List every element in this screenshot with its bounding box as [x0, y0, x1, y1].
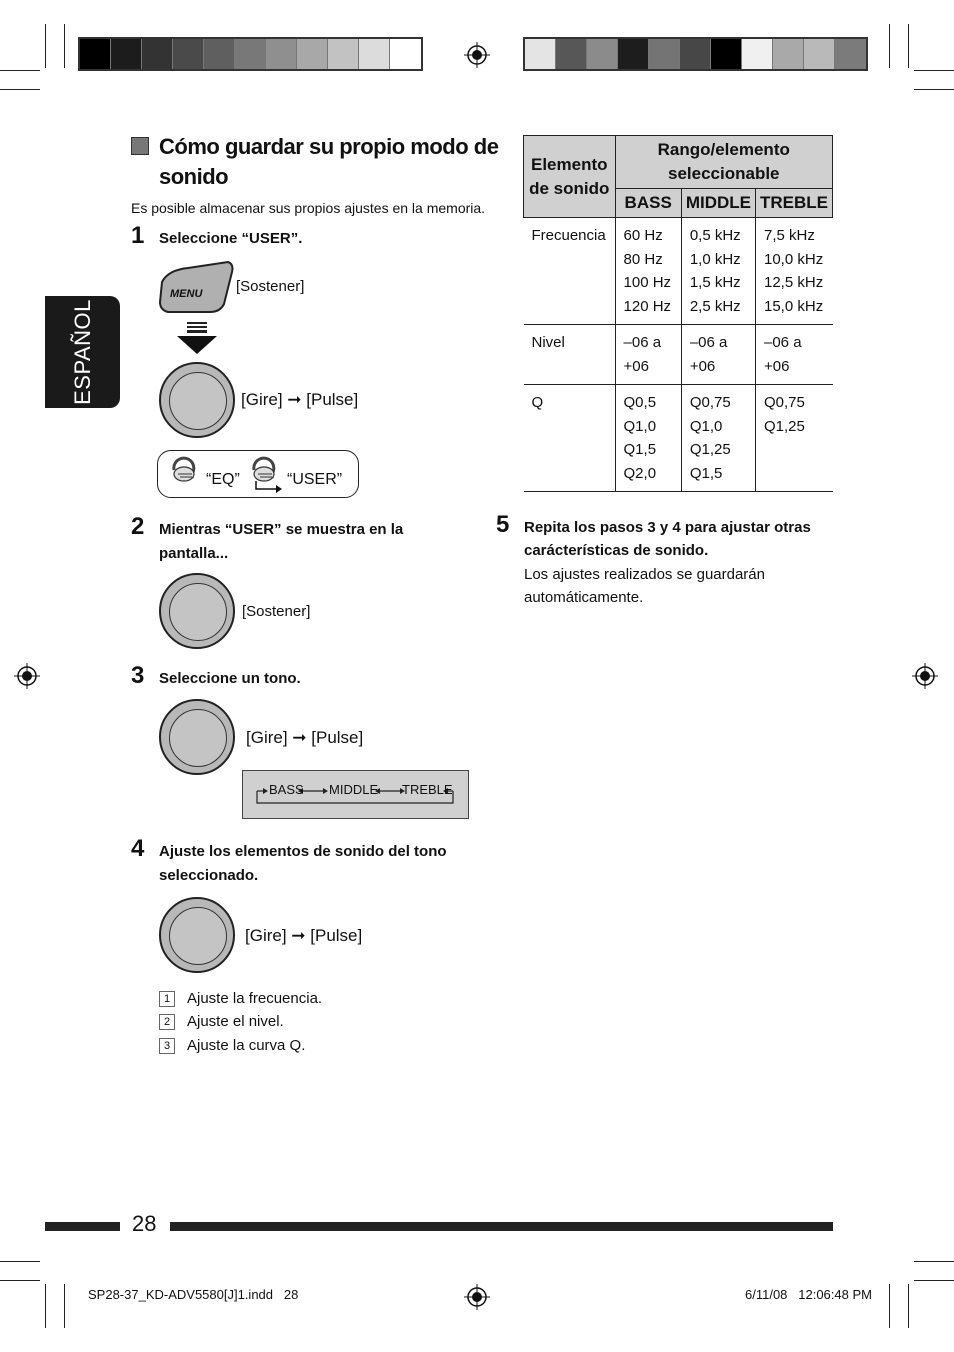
rotate-hand-icon	[168, 456, 204, 486]
crop-mark	[64, 24, 65, 68]
color-swatch	[204, 39, 235, 69]
page-bar-right	[170, 1222, 833, 1231]
eq-label: “EQ”	[206, 471, 240, 488]
crop-mark	[889, 1284, 890, 1328]
crop-mark	[908, 1284, 909, 1328]
color-swatch	[773, 39, 804, 69]
cell-treble: –06 a +06	[756, 325, 833, 385]
step-3-text: Seleccione un tono.	[159, 670, 301, 687]
menu-button-icon[interactable]	[158, 260, 234, 314]
row-label: Nivel	[524, 325, 616, 385]
control-dial[interactable]	[159, 362, 235, 438]
user-label: “USER”	[287, 471, 343, 488]
step-number: 2	[131, 513, 145, 540]
tone-cycle-display	[242, 770, 469, 819]
control-dial[interactable]	[159, 897, 235, 973]
step-4-text: Ajuste los elementos de sonido del tono seleccionado.	[159, 843, 447, 884]
crop-mark	[914, 89, 954, 90]
color-swatch	[649, 39, 680, 69]
crop-mark	[0, 70, 40, 71]
control-dial[interactable]	[159, 699, 235, 775]
color-swatch	[111, 39, 142, 69]
color-swatch	[235, 39, 266, 69]
table-row	[524, 218, 833, 325]
step-5-text: Repita los pasos 3 y 4 para ajustar otras carácterísticas de sonido.	[524, 519, 811, 559]
row-label: Q	[524, 385, 616, 492]
cycle-item-bass: BASS	[269, 782, 304, 797]
crop-mark	[889, 24, 890, 68]
hold-label: [Sostener]	[242, 603, 311, 620]
page-bar-left	[45, 1222, 120, 1231]
color-swatch	[359, 39, 390, 69]
color-swatch	[266, 39, 297, 69]
footer-date: 6/11/08 12:06:48 PM	[745, 1287, 872, 1302]
cell-bass: Q0,5 Q1,0 Q1,5 Q2,0	[615, 385, 681, 492]
language-tab-label: ESPAÑOL	[69, 299, 95, 405]
substep-item: 2 Ajuste el nivel.	[159, 1010, 284, 1033]
color-swatch	[835, 39, 866, 69]
cell-bass: –06 a +06	[615, 325, 681, 385]
cell-treble: Q0,75 Q1,25	[756, 385, 833, 492]
color-swatch	[297, 39, 328, 69]
step-number: 1	[131, 222, 145, 249]
table-row	[524, 325, 833, 385]
cell-middle: 0,5 kHz 1,0 kHz 1,5 kHz 2,5 kHz	[681, 218, 755, 325]
arrow-right-icon	[254, 481, 284, 493]
registration-mark-icon	[912, 663, 938, 689]
table-row	[524, 385, 833, 492]
step-number: 4	[131, 835, 145, 862]
turn-press-label: [Gire] ➞ [Pulse]	[246, 728, 364, 747]
color-swatch	[80, 39, 111, 69]
crop-mark	[64, 1284, 65, 1328]
page-number: 28	[132, 1211, 157, 1236]
color-swatch	[711, 39, 742, 69]
step-5-body: Los ajustes realizados se guardarán automáticamente.	[524, 566, 765, 606]
turn-press-label: [Gire] ➞ [Pulse]	[245, 926, 363, 945]
color-swatch	[804, 39, 835, 69]
color-swatch	[142, 39, 173, 69]
cell-middle: –06 a +06	[681, 325, 755, 385]
color-swatch	[618, 39, 649, 69]
svg-text:MENU: MENU	[170, 288, 203, 300]
crop-mark	[914, 70, 954, 71]
table-header-bass: BASS	[615, 189, 681, 218]
control-dial[interactable]	[159, 573, 235, 649]
substep-item: 1 Ajuste la frecuencia.	[159, 987, 322, 1010]
color-swatch	[525, 39, 556, 69]
cell-treble: 7,5 kHz 10,0 kHz 12,5 kHz 15,0 kHz	[756, 218, 833, 325]
footer-file: SP28-37_KD-ADV5580[J]1.indd 28	[88, 1287, 299, 1302]
color-swatch	[680, 39, 711, 69]
registration-mark-icon	[14, 663, 40, 689]
crop-mark	[0, 89, 40, 90]
table-header-element: Elemento de sonido	[524, 136, 616, 218]
section-bullet-icon	[131, 137, 149, 155]
table-header-treble: TREBLE	[756, 189, 833, 218]
sound-settings-table	[523, 135, 833, 492]
registration-mark-icon	[464, 42, 490, 68]
crop-mark	[908, 24, 909, 68]
step-number: 5	[496, 511, 510, 538]
hold-label: [Sostener]	[236, 278, 305, 295]
color-swatch	[173, 39, 204, 69]
cycle-item-treble: TREBLE	[402, 782, 453, 797]
cell-bass: 60 Hz 80 Hz 100 Hz 120 Hz	[615, 218, 681, 325]
substep-item: 3 Ajuste la curva Q.	[159, 1034, 305, 1057]
table-header-range: Rango/elemento seleccionable	[615, 136, 832, 189]
color-swatch	[556, 39, 587, 69]
color-swatch	[328, 39, 359, 69]
down-arrow-icon	[177, 322, 217, 354]
cycle-item-middle: MIDDLE	[329, 782, 379, 797]
crop-mark	[45, 1284, 46, 1328]
color-swatch	[390, 39, 421, 69]
color-bar-right	[523, 37, 868, 71]
step-number: 3	[131, 662, 145, 689]
color-swatch	[742, 39, 773, 69]
section-intro: Es posible almacenar sus propios ajustes en la memoria.	[131, 200, 486, 216]
step-1-text: Seleccione “USER”.	[159, 230, 303, 247]
turn-press-label: [Gire] ➞ [Pulse]	[241, 390, 359, 409]
color-swatch	[587, 39, 618, 69]
crop-mark	[914, 1261, 954, 1262]
registration-mark-icon	[464, 1284, 490, 1310]
crop-mark	[0, 1280, 40, 1281]
color-bar-left	[78, 37, 423, 71]
language-tab	[45, 296, 120, 408]
crop-mark	[45, 24, 46, 68]
crop-mark	[0, 1261, 40, 1262]
crop-mark	[914, 1280, 954, 1281]
step-2-text: Mientras “USER” se muestra en la pantalla...	[159, 521, 404, 562]
section-title: Cómo guardar su propio modo de sonido	[159, 134, 499, 189]
table-header-middle: MIDDLE	[681, 189, 755, 218]
row-label: Frecuencia	[524, 218, 616, 325]
cell-middle: Q0,75 Q1,0 Q1,25 Q1,5	[681, 385, 755, 492]
